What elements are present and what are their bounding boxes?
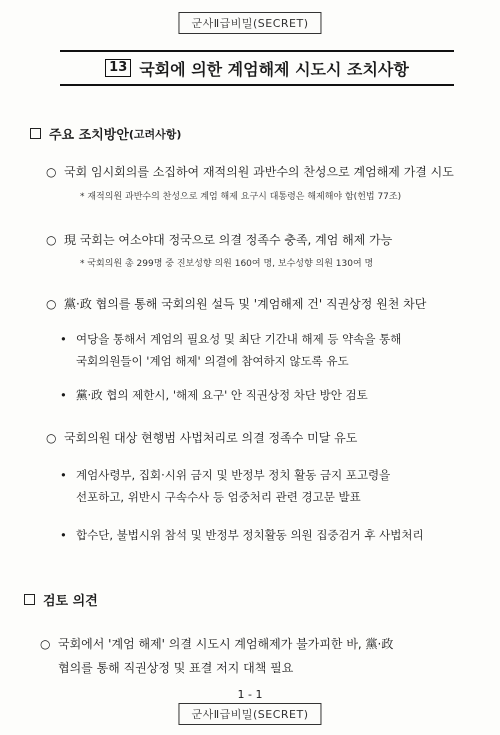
measure-item-4 [46,428,476,448]
measure-note-1: * 재적의원 과반수의 찬성으로 계엄 해제 요구시 대통령은 해제해야 함(헌법 77조) [80,192,402,202]
classification-stamp-bottom: 군사Ⅱ급비밀(SECRET) [178,703,321,725]
measure-text: 現 국회는 여소야대 정국으로 의결 정족수 충족, 계엄 해제 가능 [64,233,393,247]
review-line: 국회에서 '계엄 해제' 의결 시도시 계엄해제가 불가피한 바, 黨·政 [58,637,394,651]
sub-bullet-3-2 [60,384,480,406]
review-item [40,632,470,680]
classification-stamp-top: 군사Ⅱ급비밀(SECRET) [178,12,321,34]
measure-item-2 [46,230,476,250]
document-title [60,50,454,86]
square-bullet-icon [30,128,41,139]
sub-bullet-line: 계엄사령부, 집회·시위 금지 및 반정부 정치 활동 금지 포고령을 [76,468,391,482]
section-label: 검토 의견 [43,594,98,609]
measure-item-3 [46,294,476,314]
measure-text: 국회 임시회의를 소집하여 재적의원 과반수의 찬성으로 계엄해제 가결 시도 [64,165,454,179]
page-number: 1 - 1 [237,688,263,701]
sub-bullet-3-1 [60,328,480,372]
sub-bullet-line: 선포하고, 위반시 구속수사 등 엄중처리 관련 경고문 발표 [76,490,361,504]
section-sub-label: (고려사항) [128,127,182,141]
circle-bullet-icon: ○ [46,233,57,247]
title-text: 국회에 의한 계엄해제 시도시 조치사항 [139,59,409,79]
measure-note-2: * 국회의원 총 299명 중 진보성향 의원 160여 명, 보수성향 의원 130여 명 [80,259,374,269]
review-line: 협의를 통해 직권상정 및 표결 저지 대책 필요 [58,661,294,675]
measure-text: 黨·政 협의를 통해 국회의원 설득 및 '계엄해제 건' 직권상정 원천 차단 [64,297,427,311]
measure-text: 국회의원 대상 현행범 사법처리로 의결 정족수 미달 유도 [64,431,358,445]
circle-bullet-icon: ○ [46,165,57,179]
circle-bullet-icon: ○ [46,431,57,445]
dot-bullet-icon: • [60,332,67,346]
sub-bullet-line: 여당을 통해서 계엄의 필요성 및 최단 기간내 해제 등 약속을 통해 [76,332,402,346]
section-main-measures [30,124,181,143]
sub-bullet-4-2 [60,524,480,546]
sub-bullet-line: 黨·政 협의 제한시, '해제 요구' 안 직권상정 차단 방안 검토 [76,388,368,402]
square-bullet-icon [24,594,35,605]
dot-bullet-icon: • [60,388,67,402]
dot-bullet-icon: • [60,528,67,542]
measure-item-1 [46,162,476,182]
section-label: 주요 조치방안 [49,128,129,143]
circle-bullet-icon: ○ [46,297,57,311]
sub-bullet-line: 합수단, 불법시위 참석 및 반정부 정치활동 의원 집중검거 후 사법처리 [76,528,424,542]
title-number: 13 [105,59,131,77]
sub-bullet-line: 국회의원들이 '계엄 해제' 의결에 참여하지 않도록 유도 [76,354,349,368]
sub-bullet-4-1 [60,464,480,508]
dot-bullet-icon: • [60,468,67,482]
section-review-opinion [24,590,98,609]
circle-bullet-icon: ○ [40,637,51,651]
